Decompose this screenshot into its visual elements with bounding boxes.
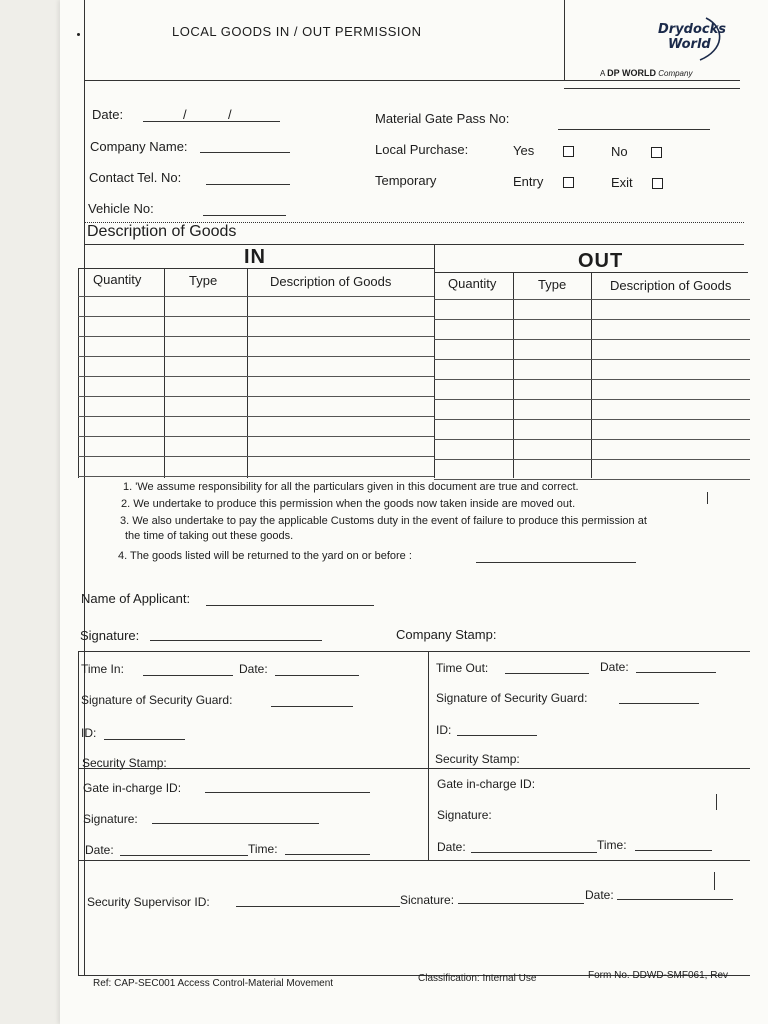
exit-label: Exit bbox=[611, 175, 633, 190]
return-date-field[interactable] bbox=[476, 562, 636, 563]
vehicle-field[interactable] bbox=[203, 215, 286, 216]
yes-checkbox[interactable] bbox=[563, 146, 574, 157]
in-id-label: ID: bbox=[81, 726, 97, 740]
out-guard-signature-field[interactable] bbox=[619, 703, 699, 704]
goods-out-row-line bbox=[434, 339, 750, 340]
col-in-type: Type bbox=[189, 273, 218, 288]
out-id-label: ID: bbox=[436, 723, 452, 737]
contact-field[interactable] bbox=[206, 184, 290, 185]
time-out-label: Time Out: bbox=[436, 661, 489, 675]
yes-label: Yes bbox=[513, 143, 535, 158]
goods-out-row-line bbox=[434, 419, 750, 420]
table-vline-0 bbox=[78, 268, 79, 478]
goods-out-row-line bbox=[434, 399, 750, 400]
security-box-divider bbox=[428, 651, 429, 861]
date-label: Date: bbox=[92, 107, 124, 122]
out-gate-signature-label: Signature: bbox=[437, 808, 492, 822]
form-title: LOCAL GOODS IN / OUT PERMISSION bbox=[172, 24, 422, 39]
local-purchase-label: Local Purchase: bbox=[375, 142, 469, 157]
applicant-name-label: Name of Applicant: bbox=[81, 591, 191, 606]
security-box-middle bbox=[78, 768, 750, 769]
header-bottom-border bbox=[84, 80, 740, 81]
in-date-label: Date: bbox=[239, 662, 268, 676]
goods-out-row-line bbox=[434, 379, 750, 380]
out-id-field[interactable] bbox=[457, 735, 537, 736]
supervisor-signature-field[interactable] bbox=[458, 903, 584, 904]
date-separator-2: / bbox=[228, 107, 232, 122]
supervisor-id-field[interactable] bbox=[236, 906, 400, 907]
logo-text-line2: World bbox=[668, 37, 711, 52]
table-vline-2 bbox=[247, 268, 248, 478]
col-in-description: Description of Goods bbox=[270, 274, 392, 289]
supervisor-signature-label: Sicnature: bbox=[400, 893, 455, 907]
time-in-label: Time In: bbox=[81, 662, 124, 676]
in-gate-incharge-field[interactable] bbox=[205, 792, 370, 793]
supervisor-date-label: Date: bbox=[585, 888, 614, 902]
applicant-signature-label: Signature: bbox=[80, 628, 140, 643]
pen-mark bbox=[707, 492, 708, 504]
logo-tagline-brand: DP WORLD bbox=[607, 68, 656, 78]
header-divider bbox=[564, 0, 565, 80]
supervisor-box-left bbox=[78, 860, 79, 975]
in-gate-signature-field[interactable] bbox=[152, 823, 319, 824]
pen-mark-2 bbox=[716, 794, 717, 810]
no-label: No bbox=[611, 144, 628, 159]
goods-in-row-line bbox=[78, 316, 434, 317]
term-2: 2. We undertake to produce this permission when the goods now taken inside are moved out. bbox=[121, 498, 576, 510]
footer-classification: Classification: Internal Use bbox=[418, 973, 537, 984]
time-in-field[interactable] bbox=[143, 675, 233, 676]
scan-speck bbox=[77, 33, 80, 36]
goods-in-row-line bbox=[78, 416, 434, 417]
term-1: 1. 'We assume responsibility for all the particulars given in this document are true and correct. bbox=[123, 481, 579, 493]
pen-mark-3 bbox=[714, 872, 715, 890]
entry-label: Entry bbox=[513, 174, 544, 189]
goods-in-header-top bbox=[78, 268, 434, 269]
goods-out-row-line bbox=[434, 439, 750, 440]
goods-in-row-line bbox=[78, 396, 434, 397]
entry-checkbox[interactable] bbox=[563, 177, 574, 188]
term-4: 4. The goods listed will be returned to the yard on or before : bbox=[118, 550, 412, 562]
col-in-quantity: Quantity bbox=[93, 272, 142, 287]
company-name-field[interactable] bbox=[200, 152, 290, 153]
out-guard-signature-label: Signature of Security Guard: bbox=[436, 691, 588, 705]
goods-out-row-line bbox=[434, 319, 750, 320]
goods-in-row-line bbox=[78, 436, 434, 437]
logo-swoosh-icon bbox=[648, 14, 728, 69]
goods-out-row-line bbox=[434, 479, 750, 480]
goods-out-row-line bbox=[434, 359, 750, 360]
in-guard-signature-field[interactable] bbox=[271, 706, 353, 707]
header-bottom-border-2 bbox=[564, 88, 740, 89]
supervisor-id-label: Security Supervisor ID: bbox=[87, 895, 210, 909]
company-stamp-label: Company Stamp: bbox=[396, 627, 497, 642]
goods-in-row-line bbox=[78, 476, 434, 477]
term-3-continued: the time of taking out these goods. bbox=[125, 530, 294, 542]
term-3: 3. We also undertake to pay the applicable Customs duty in the event of failure to produce this permission at bbox=[120, 515, 647, 527]
out-date-field[interactable] bbox=[636, 672, 716, 673]
exit-checkbox[interactable] bbox=[652, 178, 663, 189]
security-box-left bbox=[78, 651, 79, 861]
in-gate-time-label: Time: bbox=[248, 842, 278, 856]
in-gate-incharge-label: Gate in-charge ID: bbox=[83, 781, 182, 795]
supervisor-date-field[interactable] bbox=[617, 899, 733, 900]
applicant-name-field[interactable] bbox=[206, 605, 374, 606]
in-heading: IN bbox=[244, 246, 266, 268]
in-guard-signature-label: Signature of Security Guard: bbox=[81, 693, 233, 707]
in-date-field[interactable] bbox=[275, 675, 359, 676]
goods-in-row-line bbox=[78, 456, 434, 457]
contact-label: Contact Tel. No: bbox=[89, 170, 182, 185]
logo-tagline bbox=[600, 68, 692, 78]
table-vline-1 bbox=[164, 268, 165, 478]
footer-ref: Ref: CAP-SEC001 Access Control-Material Movement bbox=[93, 978, 334, 989]
out-date-label: Date: bbox=[600, 660, 629, 674]
table-vline-4 bbox=[513, 272, 514, 478]
security-box-bottom bbox=[78, 860, 750, 861]
temporary-label: Temporary bbox=[375, 173, 437, 188]
form-left-border bbox=[84, 80, 85, 975]
col-out-description: Description of Goods bbox=[610, 278, 732, 293]
gate-pass-label: Material Gate Pass No: bbox=[375, 111, 510, 126]
out-heading: OUT bbox=[578, 250, 624, 272]
in-gate-date-label: Date: bbox=[85, 843, 114, 857]
goods-section-title: Description of Goods bbox=[87, 223, 237, 240]
goods-in-row-line bbox=[78, 376, 434, 377]
company-name-label: Company Name: bbox=[90, 139, 188, 154]
time-out-field[interactable] bbox=[505, 673, 589, 674]
in-gate-time-field[interactable] bbox=[285, 854, 370, 855]
footer-form-no: Form No. DDWD-SMF061, Rev bbox=[588, 970, 729, 981]
col-out-type: Type bbox=[538, 277, 567, 292]
in-gate-date-field[interactable] bbox=[120, 855, 248, 856]
gate-pass-field[interactable] bbox=[558, 129, 710, 130]
out-gate-time-field[interactable] bbox=[635, 850, 712, 851]
goods-out-row-line bbox=[434, 299, 750, 300]
logo-text-line1: Drydocks bbox=[658, 22, 727, 37]
logo-tagline-suffix: Company bbox=[658, 69, 693, 78]
logo-tagline-prefix: A bbox=[600, 69, 605, 78]
in-id-field[interactable] bbox=[104, 739, 185, 740]
goods-out-row-line bbox=[434, 459, 750, 460]
table-vline-5 bbox=[591, 272, 592, 478]
col-out-quantity: Quantity bbox=[448, 276, 497, 291]
in-security-stamp-label: Security Stamp: bbox=[82, 756, 167, 770]
out-gate-time-label: Time: bbox=[597, 838, 627, 852]
table-vline-3 bbox=[434, 244, 435, 478]
out-security-stamp-label: Security Stamp: bbox=[435, 752, 520, 766]
goods-title-underline bbox=[84, 244, 744, 245]
out-gate-date-label: Date: bbox=[437, 840, 466, 854]
applicant-signature-field[interactable] bbox=[150, 640, 322, 641]
out-gate-date-field[interactable] bbox=[471, 852, 597, 853]
security-box-top bbox=[78, 651, 750, 652]
goods-in-row-line bbox=[78, 356, 434, 357]
no-checkbox[interactable] bbox=[651, 147, 662, 158]
vehicle-label: Vehicle No: bbox=[88, 201, 154, 216]
goods-in-row-line bbox=[78, 336, 434, 337]
in-gate-signature-label: Signature: bbox=[83, 812, 138, 826]
date-field[interactable] bbox=[143, 121, 280, 122]
date-separator-1: / bbox=[183, 107, 187, 122]
out-gate-incharge-label: Gate in-charge ID: bbox=[437, 777, 536, 791]
goods-in-row-line bbox=[78, 296, 434, 297]
header-left-border bbox=[84, 0, 85, 80]
